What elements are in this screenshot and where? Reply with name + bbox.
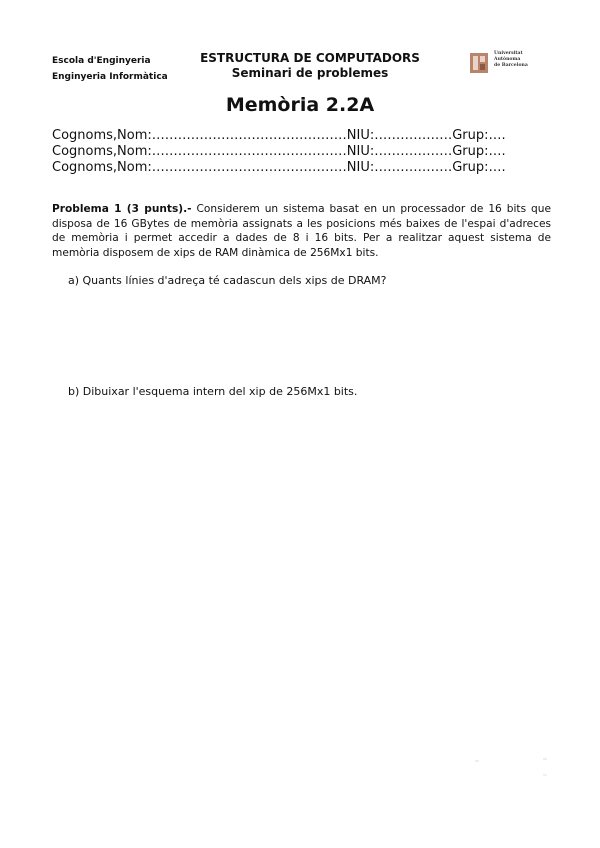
problem-heading: Problema 1 (3 punts).-	[52, 203, 192, 215]
university-emblem-icon	[470, 53, 488, 73]
page-title: Memòria 2.2A	[225, 94, 375, 116]
university-logo	[470, 51, 540, 77]
student-info-fields	[52, 128, 552, 176]
degree-name: Enginyeria Informàtica	[52, 72, 168, 82]
university-name: Universitat Autònoma de Barcelona	[494, 51, 528, 68]
school-name: Escola d'Enginyeria	[52, 56, 151, 66]
problem-statement	[52, 202, 551, 260]
problem-text: Considerem un sistema basat en un processador de 16 bits que disposa de 16 GBytes de memòria assignats a les posicions més baixes de l'espai d'adreces de memòria i permet accedir a dades de 8 i 16 bits. Per a realitzar aquest sistema de memòria disposem de xips de RAM dinàmica de 256Mx1 bits.	[52, 203, 551, 259]
question-b: b) Dibuixar l'esquema intern del xip de 256Mx1 bits.	[68, 385, 358, 398]
course-subtitle: Seminari de problemes	[231, 66, 389, 80]
course-header	[160, 51, 460, 81]
student-line: Cognoms,Nom:………………………………………NIU:………………Grup:….	[52, 128, 506, 143]
scan-artifact	[455, 755, 550, 785]
student-line: Cognoms,Nom:………………………………………NIU:………………Grup:….	[52, 144, 506, 159]
student-line: Cognoms,Nom:………………………………………NIU:………………Grup:….	[52, 160, 506, 175]
question-a: a) Quants línies d'adreça té cadascun dels xips de DRAM?	[68, 274, 387, 287]
school-info	[52, 53, 168, 85]
course-title: ESTRUCTURA DE COMPUTADORS	[200, 51, 420, 65]
